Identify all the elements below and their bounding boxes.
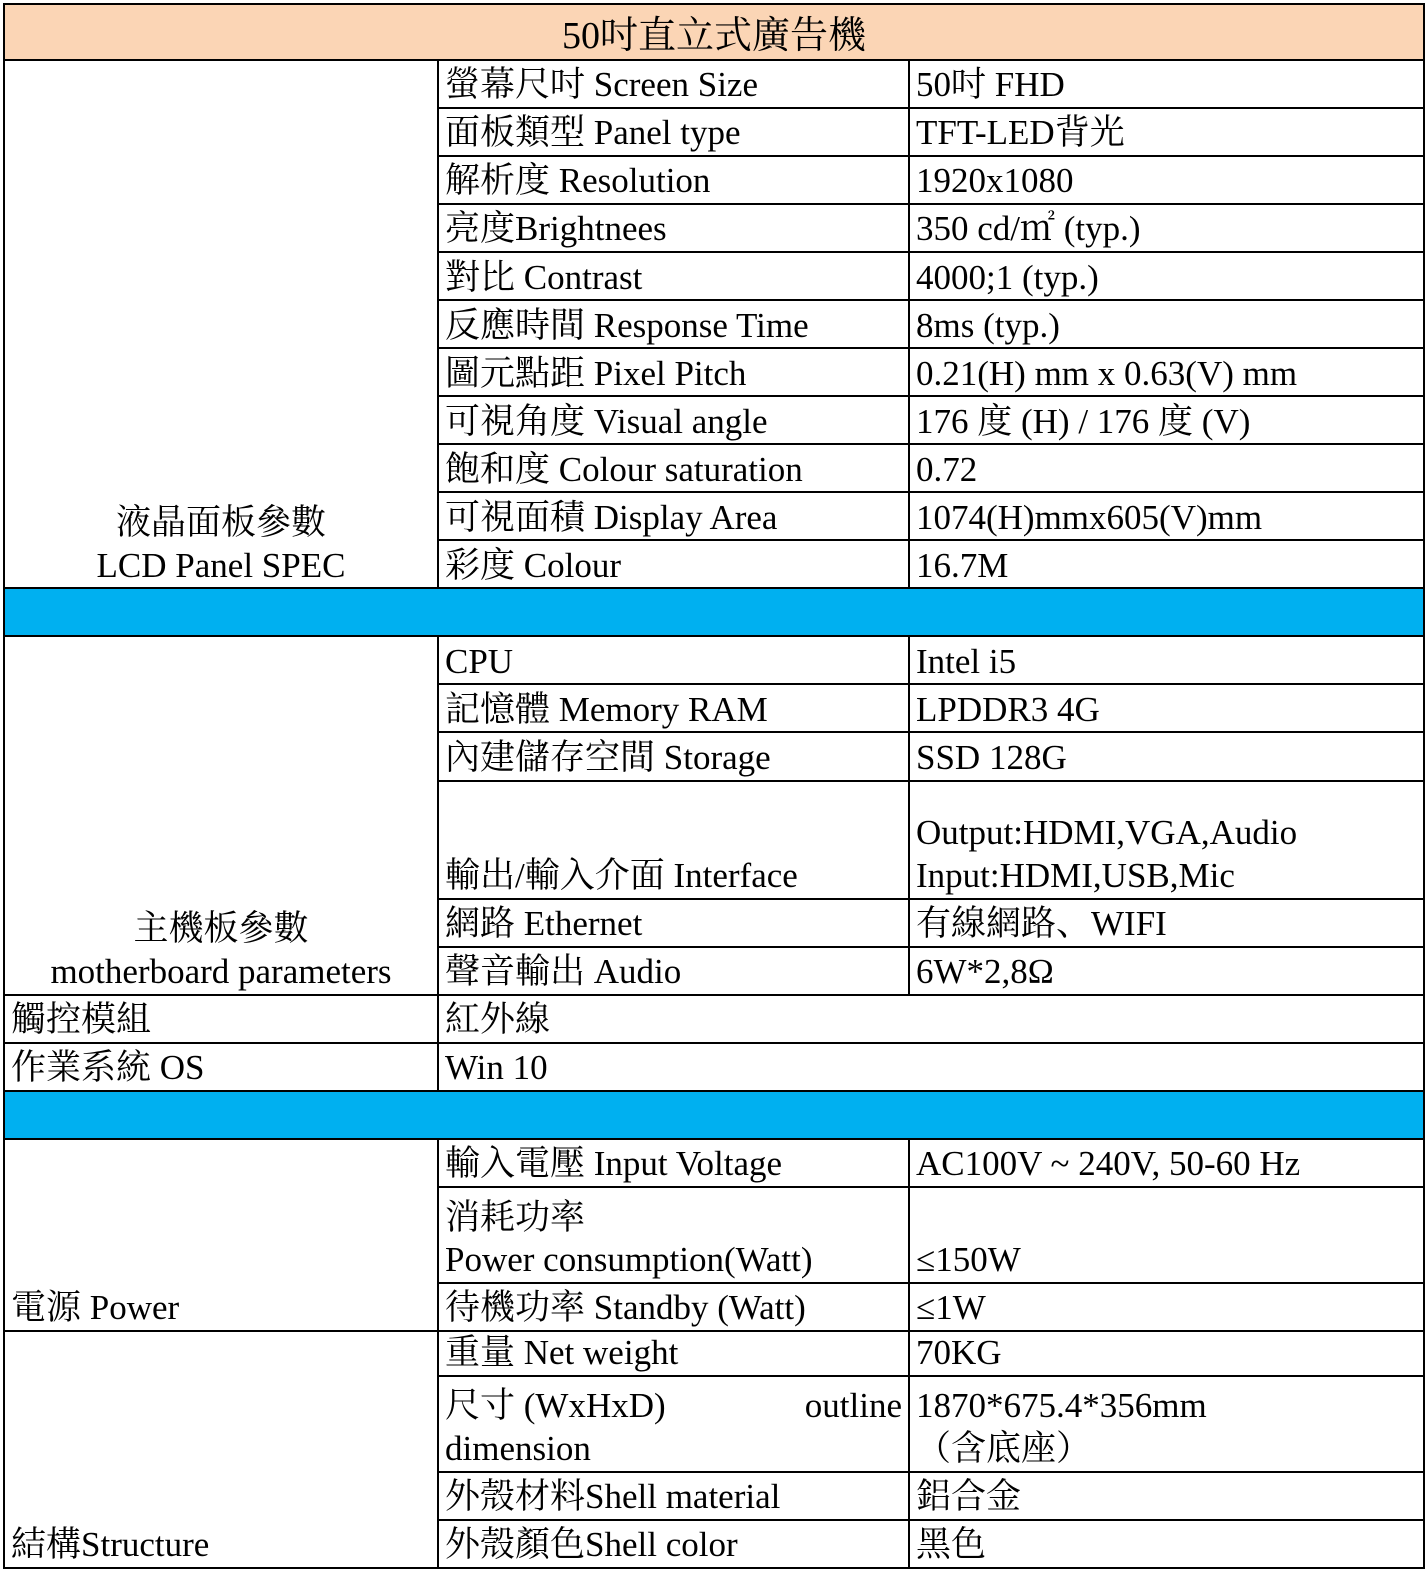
spec-label: 可視面積 Display Area — [438, 492, 909, 540]
structure-section-label: 結構Structure — [4, 1331, 438, 1568]
spec-value: 70KG — [909, 1331, 1424, 1376]
spec-value: 176 度 (H) / 176 度 (V) — [909, 396, 1424, 444]
spec-value: ≤150W — [909, 1187, 1424, 1283]
mb-section-en: motherboard parameters — [50, 951, 392, 991]
dimension-label-zh: 尺寸 (WxHxD) — [445, 1386, 666, 1426]
table-title: 50吋直立式廣告機 — [4, 4, 1424, 60]
spec-table — [3, 3, 1425, 1569]
spec-label: 彩度 Colour — [438, 540, 909, 588]
spec-value: 鋁合金 — [909, 1472, 1424, 1520]
spec-value: 黑色 — [909, 1520, 1424, 1568]
spec-label: 外殼顏色Shell color — [438, 1520, 909, 1568]
dimension-label-en: dimension — [445, 1429, 591, 1469]
lcd-section-en: LCD Panel SPEC — [96, 545, 346, 585]
spec-label: 面板類型 Panel type — [438, 108, 909, 156]
dimension-value: 1870*675.4*356mm — [916, 1386, 1207, 1426]
spec-label: 反應時間 Response Time — [438, 300, 909, 348]
spec-label: 記憶體 Memory RAM — [438, 684, 909, 732]
spec-label: 網路 Ethernet — [438, 899, 909, 947]
mb-section-zh: 主機板參數 — [133, 909, 309, 949]
spec-value: 4000;1 (typ.) — [909, 252, 1424, 300]
touch-label: 觸控模組 — [4, 995, 438, 1043]
spec-label — [438, 1376, 909, 1472]
touch-value: 紅外線 — [438, 995, 1424, 1043]
spec-label: 飽和度 Colour saturation — [438, 444, 909, 492]
spec-label: 重量 Net weight — [438, 1331, 909, 1376]
spec-label: 聲音輸出 Audio — [438, 947, 909, 995]
spec-value: LPDDR3 4G — [909, 684, 1424, 732]
power-consumption-zh: 消耗功率 — [445, 1197, 586, 1237]
spec-label: 輸入電壓 Input Voltage — [438, 1139, 909, 1187]
power-section-label: 電源 Power — [4, 1139, 438, 1331]
dimension-label-line — [445, 1385, 902, 1428]
spec-value: 1920x1080 — [909, 156, 1424, 204]
spec-value: 有線網路、WIFI — [909, 899, 1424, 947]
spec-value — [909, 781, 1424, 899]
lcd-section-zh: 液晶面板參數 — [115, 503, 326, 543]
spec-value — [909, 1376, 1424, 1472]
spec-label — [438, 1187, 909, 1283]
interface-output: Output:HDMI,VGA,Audio — [916, 813, 1298, 853]
mb-section-label — [4, 636, 438, 994]
dimension-note: （含底座） — [916, 1429, 1092, 1469]
spec-value: Intel i5 — [909, 636, 1424, 684]
spec-value: AC100V ~ 240V, 50-60 Hz — [909, 1139, 1424, 1187]
spec-label: 內建儲存空間 Storage — [438, 732, 909, 780]
spec-label: 待機功率 Standby (Watt) — [438, 1283, 909, 1331]
dimension-label-outline: outline — [804, 1386, 902, 1426]
spec-value: 0.21(H) mm x 0.63(V) mm — [909, 348, 1424, 396]
spec-value: 6W*2,8Ω — [909, 947, 1424, 995]
spec-label: CPU — [438, 636, 909, 684]
lcd-section-label — [4, 60, 438, 588]
spec-value: 350 cd/㎡ (typ.) — [909, 204, 1424, 252]
spec-label: 對比 Contrast — [438, 252, 909, 300]
spec-label: 解析度 Resolution — [438, 156, 909, 204]
spec-label: 輸出/輸入介面 Interface — [438, 781, 909, 899]
power-consumption-en: Power consumption(Watt) — [445, 1240, 813, 1280]
spec-label: 可視角度 Visual angle — [438, 396, 909, 444]
spec-label: 亮度Brightnees — [438, 204, 909, 252]
spec-value: 8ms (typ.) — [909, 300, 1424, 348]
spec-value: 16.7M — [909, 540, 1424, 588]
spec-value: 1074(H)mmx605(V)mm — [909, 492, 1424, 540]
section-divider — [4, 1091, 1424, 1139]
spec-value: ≤1W — [909, 1283, 1424, 1331]
spec-label: 螢幕尺吋 Screen Size — [438, 60, 909, 108]
os-value: Win 10 — [438, 1043, 1424, 1091]
spec-label: 外殼材料Shell material — [438, 1472, 909, 1520]
section-divider — [4, 588, 1424, 636]
spec-value: TFT-LED背光 — [909, 108, 1424, 156]
os-label: 作業系統 OS — [4, 1043, 438, 1091]
spec-value: 0.72 — [909, 444, 1424, 492]
interface-input: Input:HDMI,USB,Mic — [916, 855, 1235, 895]
spec-value: SSD 128G — [909, 732, 1424, 780]
spec-value: 50吋 FHD — [909, 60, 1424, 108]
spec-label: 圖元點距 Pixel Pitch — [438, 348, 909, 396]
